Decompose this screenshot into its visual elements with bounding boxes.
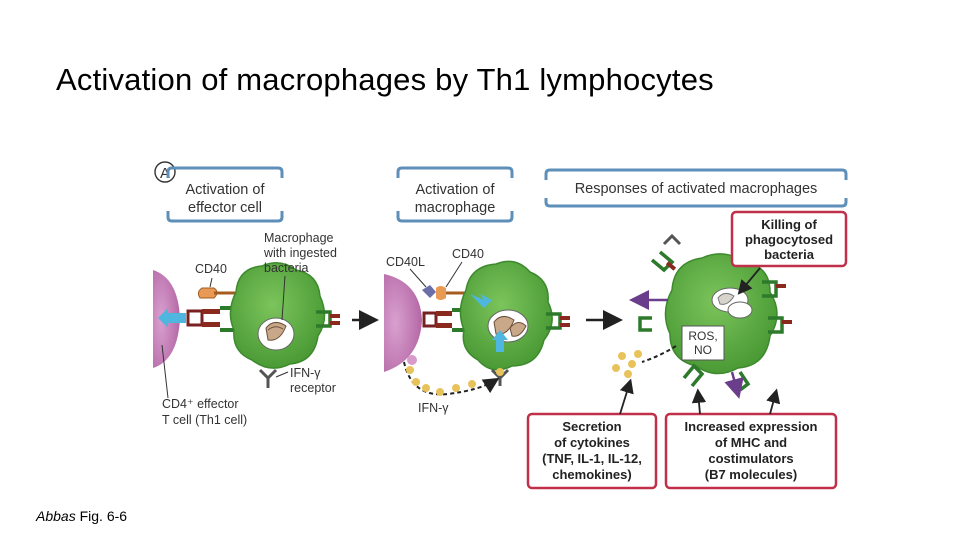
macrophage-activating [460, 261, 552, 370]
label-ifn-receptor-line1: IFN-γ [290, 366, 321, 380]
caption-fig: Fig. [79, 508, 103, 524]
label-cd40-left: CD40 [195, 262, 227, 276]
cd40l-cd40-middle [422, 285, 466, 300]
panel-letter-badge [155, 162, 175, 182]
ros-no-box [682, 326, 724, 360]
header-macrophage-line1: Activation of [415, 182, 495, 198]
caption-number: 6-6 [106, 508, 128, 524]
header-effector-line1: Activation of [185, 182, 265, 198]
label-ifn-receptor-line2: receptor [290, 381, 336, 395]
arrow-increased-1 [698, 392, 700, 414]
header-effector-line2: effector cell [188, 200, 262, 216]
header-activation-effector [168, 168, 282, 221]
label-cd4-line2: T cell (Th1 cell) [162, 413, 248, 427]
caption-author: Abbas [36, 508, 76, 524]
killing-line3: bacteria [764, 247, 814, 262]
cytokine-release [612, 346, 676, 378]
panel-letter: A [159, 165, 171, 182]
secretion-line2: of cytokines [554, 435, 630, 450]
increased-expression-box [666, 414, 836, 488]
arrow-secretion [620, 382, 630, 414]
increased-line4: (B7 molecules) [704, 467, 798, 482]
label-cd40l: CD40L [386, 255, 425, 269]
ifn-receptor-middle [492, 368, 508, 386]
killing-line1: Killing of [761, 217, 817, 232]
cd40-left-receptor [198, 288, 236, 298]
label-cd40-middle: CD40 [452, 247, 484, 261]
tcr-mhc-left [188, 308, 236, 330]
increased-line3: costimulators [708, 451, 794, 466]
secretion-box [528, 414, 656, 488]
ros-line1: ROS, [688, 329, 718, 343]
header-responses [546, 170, 846, 206]
label-ifn-gamma: IFN-γ [418, 401, 449, 415]
label-macrophage-line3: bacteria [264, 261, 309, 275]
header-macrophage-line2: macrophage [414, 200, 496, 216]
slide-title: Activation of macrophages by Th1 lymphocytes [56, 62, 714, 97]
label-macrophage-line2: with ingested [264, 246, 337, 260]
label-cd4-line1: CD4⁺ effector [162, 397, 239, 411]
figure-caption [36, 508, 127, 524]
secretion-line4: chemokines) [552, 467, 632, 482]
ifn-gamma-secretion [404, 362, 496, 396]
label-macrophage-line1: Macrophage [264, 231, 334, 245]
increased-line1: Increased expression [684, 419, 818, 434]
killing-line2: phagocytosed [744, 232, 834, 247]
increased-line2: of MHC and [714, 435, 788, 450]
arrow-increased-2 [770, 392, 776, 414]
ifn-receptor-left [260, 370, 276, 388]
killing-box [732, 212, 846, 266]
secretion-line1: Secretion [562, 419, 622, 434]
header-activation-macrophage [398, 168, 512, 221]
t-cell-middle [384, 274, 422, 372]
secretion-line3: (TNF, IL-1, IL-12, [542, 451, 642, 466]
ros-line2: NO [694, 343, 712, 357]
macrophage-resting [230, 263, 324, 368]
header-responses-text: Responses of activated macrophages [574, 181, 818, 197]
